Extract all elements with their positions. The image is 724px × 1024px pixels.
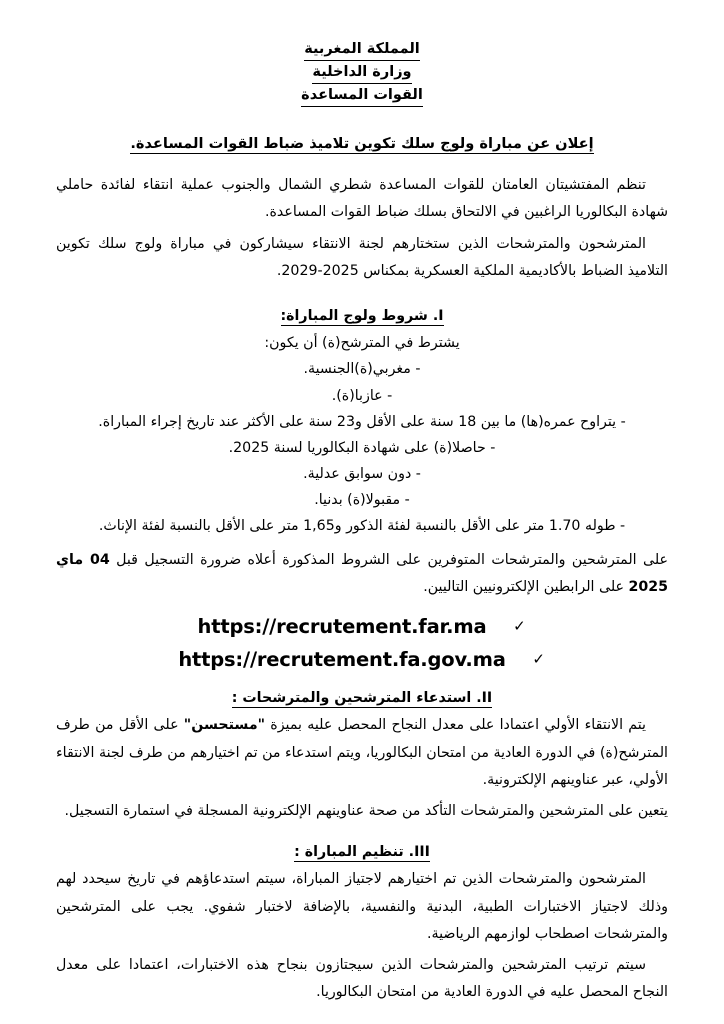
list-item: - يتراوح عمره(ها) ما بين 18 سنة على الأقل و23 سنة على الأكثر عند تاريخ إجراء المباراة.	[98, 413, 626, 430]
registration-links	[56, 615, 668, 671]
organization-paragraph-2: سيتم ترتيب المترشحين والمترشحات الذين سيجتازون بنجاح هذه الاختبارات، اعتمادا على معدل النجاح المحصل عليه في الدورة العادية من امتحان البكالوريا.	[56, 957, 668, 1001]
letterhead	[56, 38, 668, 107]
registration-link-row-2[interactable]	[56, 648, 668, 671]
list-item: - دون سوابق عدلية.	[303, 465, 421, 482]
section-heading-summons-text: II. استدعاء المترشحين والمترشحات :	[231, 690, 493, 707]
list-item: - حاصلا(ة) على شهادة البكالوريا لسنة 2025.	[228, 439, 496, 456]
section-heading-summons	[56, 687, 668, 706]
deadline-text-before: على المترشحين والمترشحات المتوفرين على الشروط المذكورة أعلاه ضرورة التسجيل قبل	[109, 552, 669, 569]
letterhead-forces-text: القوات المساعدة	[301, 84, 423, 107]
letterhead-ministry-text: وزارة الداخلية	[312, 61, 411, 84]
summons-text-part1: يتم الانتقاء الأولي اعتمادا على معدل النجاح المحصل عليه بميزة	[265, 717, 646, 734]
section-heading-organization-text: III. تنظيم المباراة :	[294, 844, 430, 861]
deadline-date: 04 ماي 2025	[56, 552, 668, 596]
letterhead-kingdom-text: المملكة المغربية	[304, 38, 420, 61]
conditions-intro: يشترط في المترشح(ة) أن يكون:	[264, 335, 460, 352]
list-item: - طوله 1.70 متر على الأقل بالنسبة لفئة الذكور و1,65 متر على الأقل بالنسبة لفئة الإناث.	[98, 518, 626, 535]
check-icon: ✓	[513, 617, 526, 636]
letterhead-ministry	[56, 61, 668, 84]
intro-paragraph-2: المترشحون والمترشحات الذين ستختارهم لجنة الانتقاء سيشاركون في مباراة ولوج سلك تكوين التلاميذ الضباط بالأكاديمية الملكية العسكرية بمكناس 2025-2029.	[56, 235, 668, 279]
intro-paragraph-1: تنظم المفتشيتان العامتان للقوات المساعدة شطري الشمال والجنوب عملية انتقاء لفائدة حاملي شهادة البكالوريا الراغبين في الالتحاق بسلك ضباط القوات المساعدة.	[56, 177, 668, 221]
deadline-text-after: على الرابطين الإلكترونيين التاليين.	[423, 579, 629, 596]
list-item: - عازبا(ة).	[331, 387, 393, 404]
section-heading-conditions-text: I. شروط ولوج المباراة:	[280, 308, 444, 325]
page-title	[56, 133, 668, 152]
registration-link-row-1[interactable]	[56, 615, 668, 638]
registration-deadline-paragraph	[56, 547, 668, 601]
check-icon: ✓	[532, 650, 545, 669]
list-item: - مغربي(ة)الجنسية.	[303, 361, 421, 378]
section-heading-conditions	[56, 305, 668, 324]
summons-grade-highlight: "مستحسن"	[183, 717, 266, 734]
section-heading-organization	[56, 841, 668, 860]
registration-url-fa-gov[interactable]: https://recrutement.fa.gov.ma	[178, 648, 506, 672]
list-item: - مقبولا(ة) بدنيا.	[314, 492, 410, 509]
conditions-list	[56, 356, 668, 539]
letterhead-kingdom	[56, 38, 668, 61]
organization-paragraph-1: المترشحون والمترشحات الذين تم اختيارهم لاجتياز المباراة، سيتم استدعاؤهم في تاريخ سيحدد لهم وذلك لاجتياز الاختبارات الطبية، البدنية والنفسية، بالإضافة لاختبار شفوي. يجب على المترشحين والمترشحات اصطحاب لوازمهم الرياضية.	[56, 871, 668, 942]
registration-url-far[interactable]: https://recrutement.far.ma	[197, 615, 487, 639]
summons-paragraph-2: يتعين على المترشحين والمترشحات التأكد من صحة عناوينهم الإلكترونية المسجلة في استمارة التسجيل.	[64, 803, 668, 820]
letterhead-forces	[56, 84, 668, 107]
summons-paragraph-1	[56, 712, 668, 794]
page-title-text: إعلان عن مباراة ولوج سلك تكوين تلاميذ ضباط القوات المساعدة.	[130, 135, 594, 153]
summons-text-part2: على الأقل من طرف المترشح(ة) في الدورة العادية من امتحان البكالوريا، ويتم استدعاء من تم اختيارهم من طرف لجنة الانتقاء الأولي، عبر عناوينهم الإلكترونية.	[56, 717, 668, 788]
